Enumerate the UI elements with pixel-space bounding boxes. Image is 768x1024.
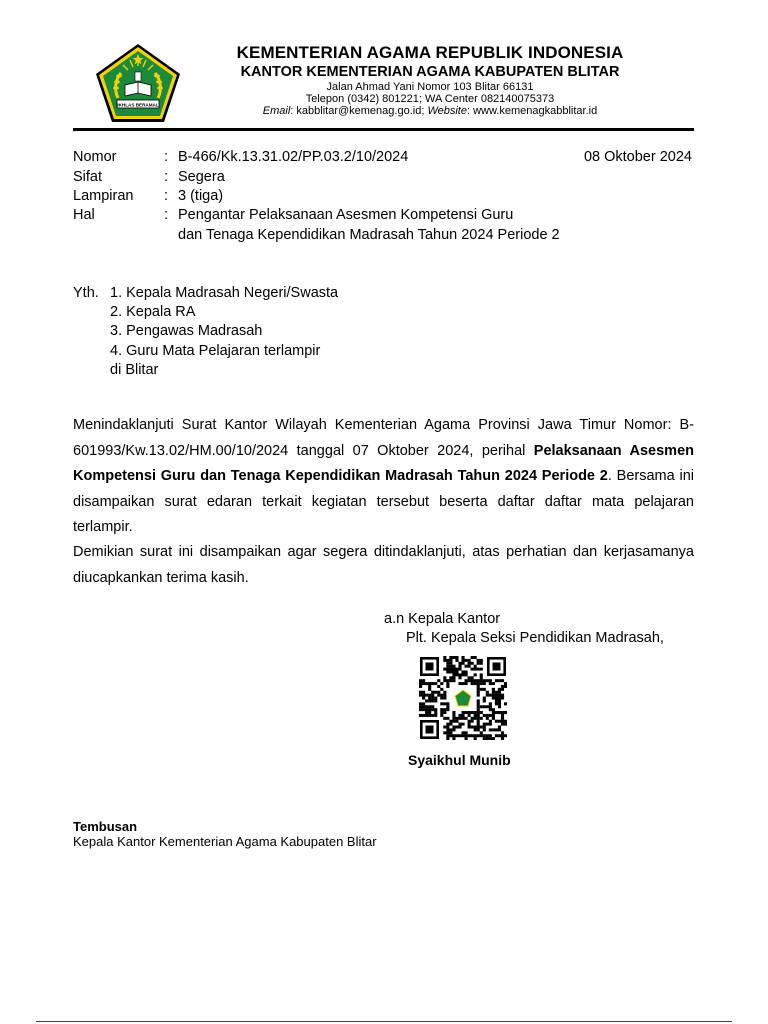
hal-colon: : xyxy=(164,207,169,223)
signature-line-2: Plt. Kepala Seksi Pendidikan Madrasah, xyxy=(406,630,664,646)
office-name: KANTOR KEMENTERIAN AGAMA KABUPATEN BLITAR xyxy=(240,64,620,80)
website-label: Website xyxy=(427,105,467,117)
body-paragraph-1-tail: . Bersama ini disampaikan surat edaran terkait kegiatan tersebut beserta daftar daftar mata pelajaran terlampir. xyxy=(73,468,694,535)
cc-title: Tembusan xyxy=(73,819,138,834)
hal-value: Pengantar Pelaksanaan Asesmen Kompetensi Guru xyxy=(178,207,514,223)
body-paragraph-1 xyxy=(73,413,694,541)
office-address: Jalan Ahmad Yani Nomor 103 Blitar 66131 xyxy=(326,81,534,93)
lampiran-colon: : xyxy=(164,188,169,204)
kemenag-emblem-icon xyxy=(94,42,182,124)
lampiran-label: Lampiran xyxy=(73,188,134,204)
office-phone: Telepon (0342) 801221; WA Center 082140075373 xyxy=(305,93,555,105)
body-paragraph-1-text: Menindaklanjuti Surat Kantor Wilayah Kementerian Agama Provinsi Jawa Timur Nomor: B-601993/Kw.13.02/HM.00/10/2024 tanggal 07 Oktober 2024, perihal xyxy=(73,417,694,459)
body-paragraph-1-subject: Pelaksanaan Asesmen Kompetensi Guru dan Tenaga Kependidikan Madrasah Tahun 2024 Periode 2 xyxy=(73,442,694,484)
nomor-label: Nomor xyxy=(73,149,117,165)
nomor-value: B-466/Kk.13.31.02/PP.03.2/10/2024 xyxy=(178,149,409,165)
hal-label: Hal xyxy=(73,207,95,223)
emblem-ribbon-text: IKHLAS BERAMAL xyxy=(117,102,159,108)
signature-line-1: a.n Kepala Kantor xyxy=(384,611,501,627)
website-value[interactable]: : www.kemenagkabblitar.id xyxy=(466,105,598,117)
recipient-item: 3. Pengawas Madrasah xyxy=(110,323,263,339)
recipient-location: di Blitar xyxy=(110,362,159,378)
body-paragraph-2: Demikian surat ini disampaikan agar segera ditindaklanjuti, atas perhatian dan kerjasamanya diucapkankan terima kasih. xyxy=(73,544,694,586)
signer-name: Syaikhul Munib xyxy=(408,752,511,768)
cc-item: Kepala Kantor Kementerian Agama Kabupaten Blitar xyxy=(73,834,377,849)
letter-date: 08 Oktober 2024 xyxy=(583,149,692,165)
lampiran-value: 3 (tiga) xyxy=(178,188,224,204)
sifat-value: Segera xyxy=(178,169,225,185)
qr-code-icon xyxy=(419,656,507,740)
sifat-colon: : xyxy=(164,169,169,185)
recipient-item: 1. Kepala Madrasah Negeri/Swasta xyxy=(110,285,339,301)
page-bottom-rule xyxy=(36,1021,732,1022)
email-value[interactable]: : kabblitar@kemenag.go.id; xyxy=(290,105,428,117)
ministry-name: KEMENTERIAN AGAMA REPUBLIK INDONESIA xyxy=(236,43,624,62)
office-contact xyxy=(180,106,680,117)
recipient-item: 4. Guru Mata Pelajaran terlampir xyxy=(110,343,321,359)
sifat-label: Sifat xyxy=(73,169,103,185)
recipient-item: 2. Kepala RA xyxy=(110,304,196,320)
recipient-prefix: Yth. xyxy=(73,285,99,301)
nomor-colon: : xyxy=(164,149,169,165)
hal-value-line2: dan Tenaga Kependidikan Madrasah Tahun 2024 Periode 2 xyxy=(178,227,560,243)
email-label: Email xyxy=(262,105,291,117)
letterhead-divider xyxy=(73,128,694,131)
